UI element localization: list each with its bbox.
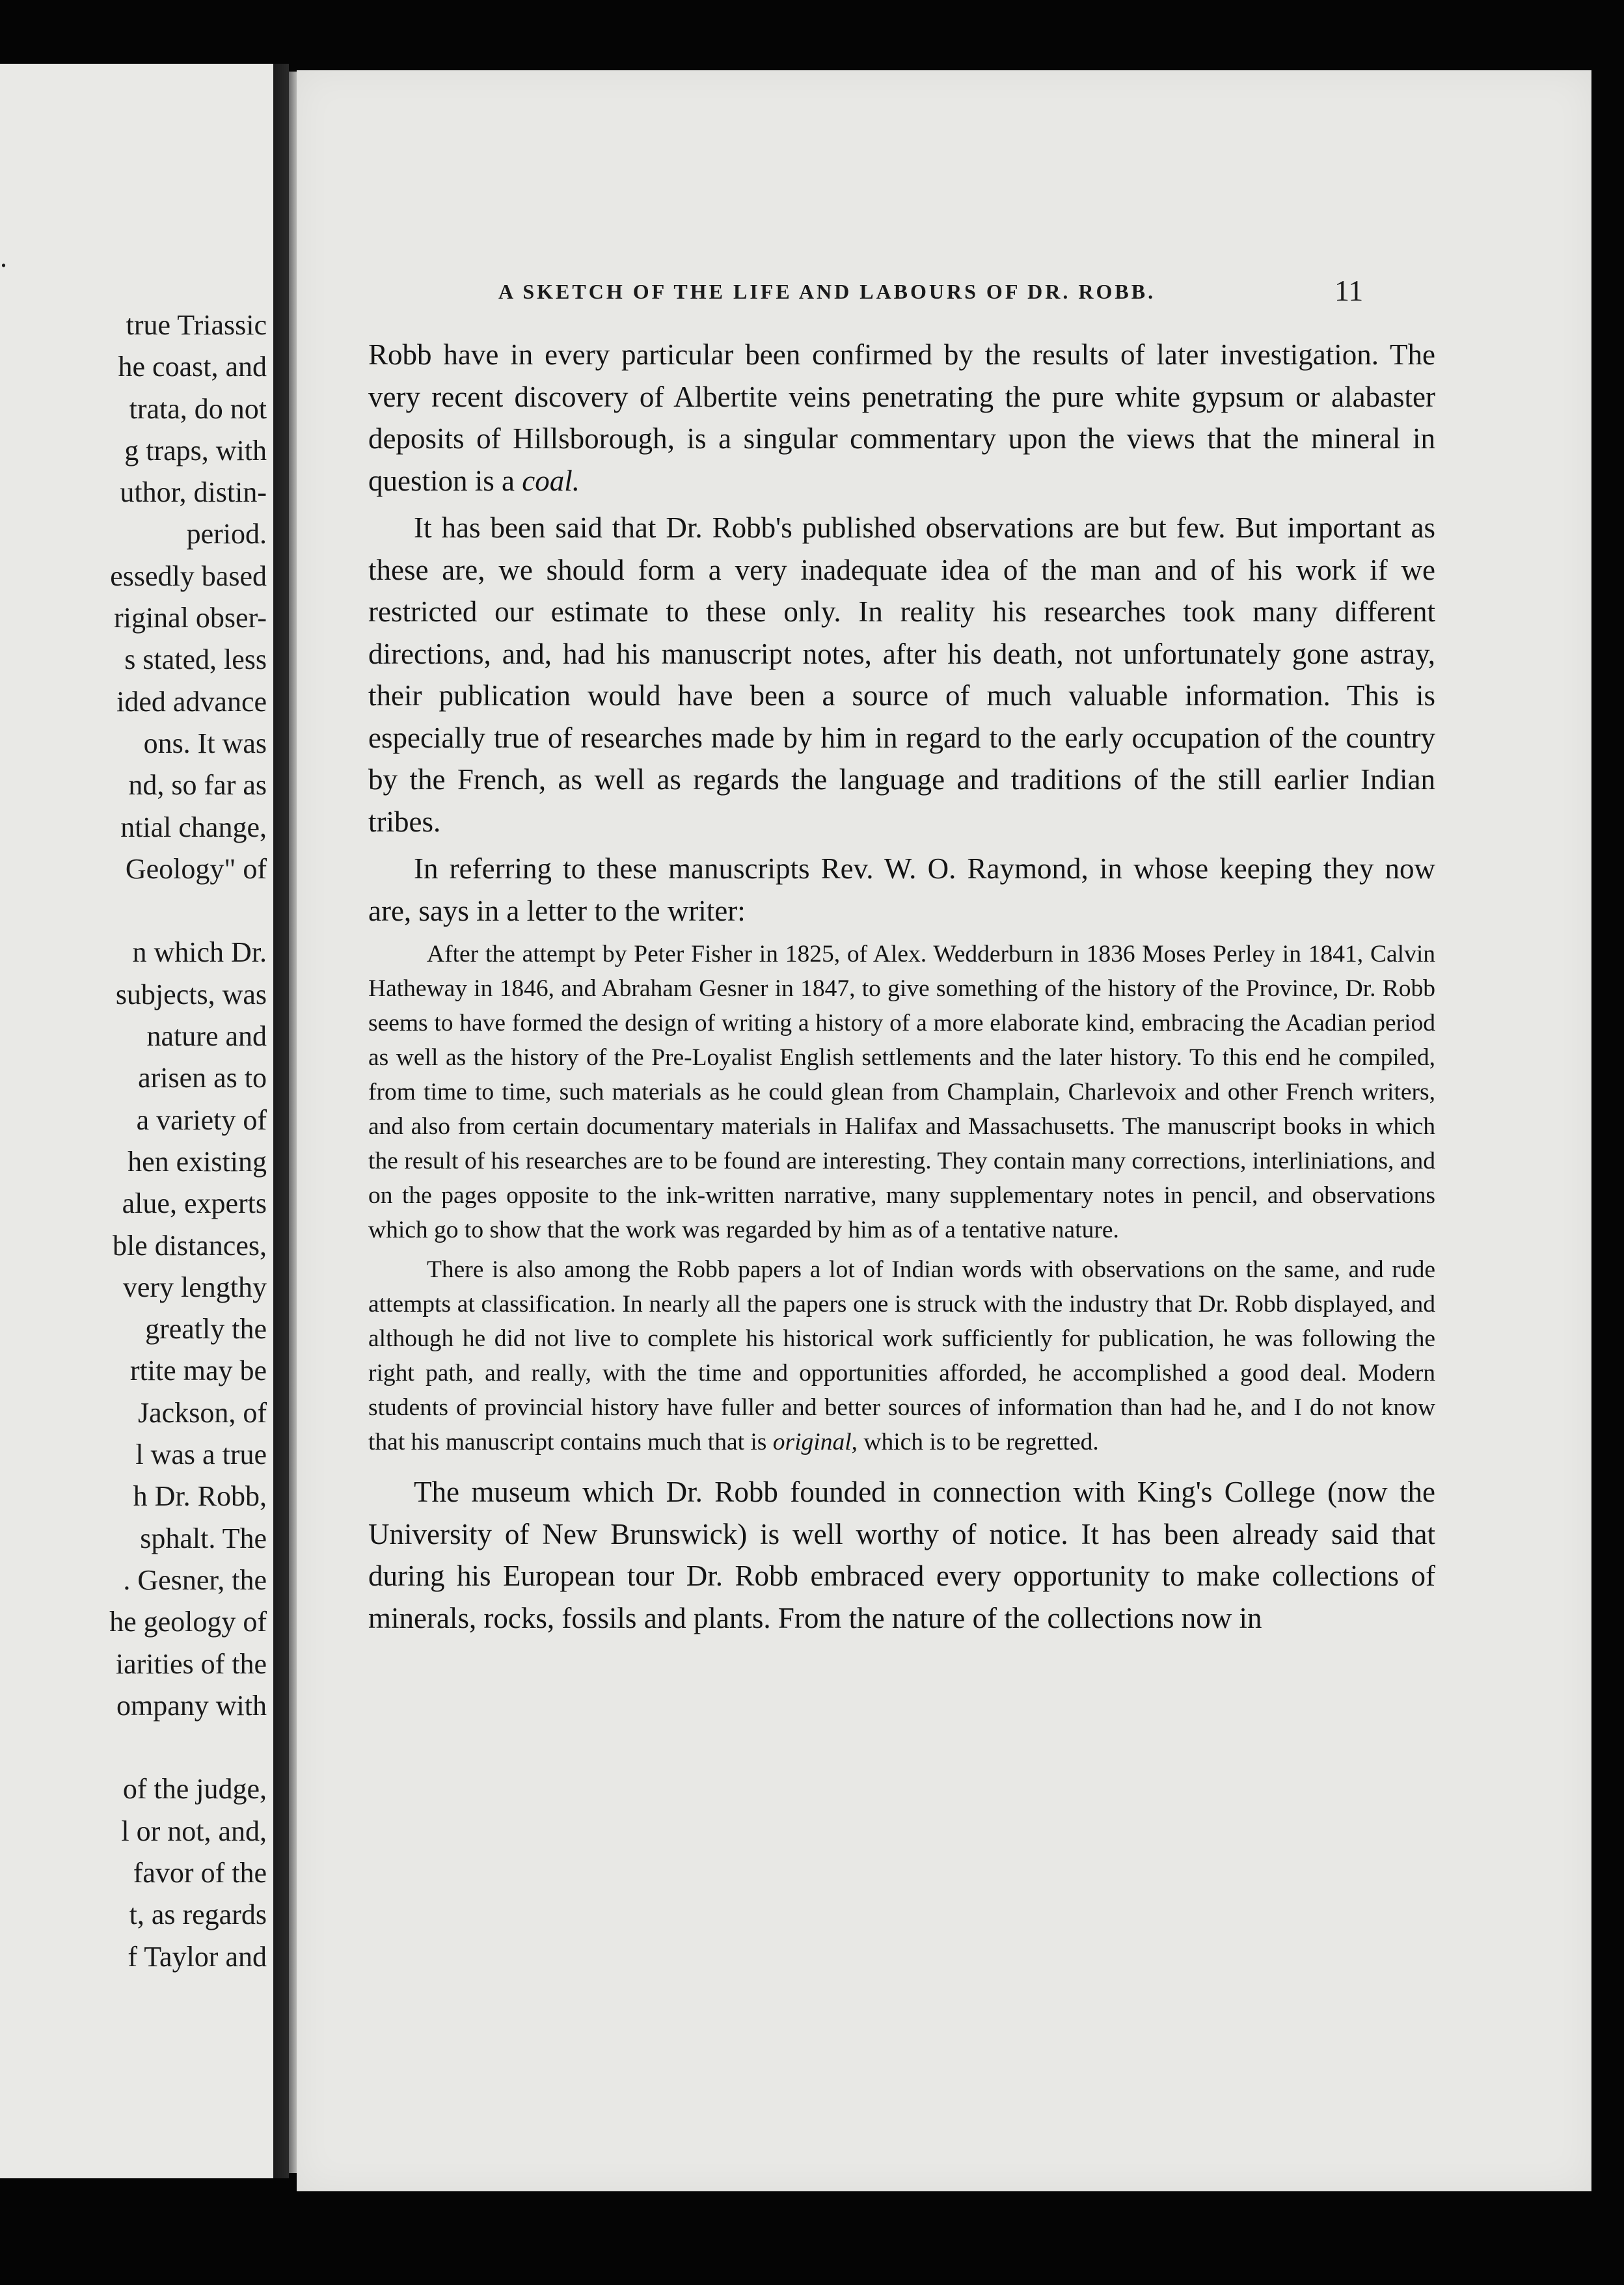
left-page-line: uthor, distin-	[120, 476, 267, 509]
paragraph-1	[368, 334, 1435, 502]
binding-gutter	[273, 64, 289, 2178]
left-page-line	[0, 890, 267, 932]
left-page-line: favor of the	[133, 1856, 267, 1889]
left-page-line: f Taylor and	[128, 1940, 267, 1973]
left-page-line: l was a true	[135, 1439, 267, 1471]
left-page-line: very lengthy	[122, 1271, 267, 1303]
left-page-line: iarities of the	[115, 1647, 267, 1680]
left-page-line: s stated, less	[124, 643, 267, 676]
left-page-text	[0, 304, 267, 1978]
left-page-line: ided advance	[116, 685, 267, 718]
left-page-line: essedly based	[110, 560, 267, 592]
left-page-line: g traps, with	[124, 434, 267, 466]
left-page-line: he geology of	[109, 1606, 267, 1638]
paragraph-1-text: Robb have in every particular been confirmed by the results of later investigation. The very recent discovery of Albertite veins penetrating the pure white gypsum or alabaster deposits of Hillsborough, is a singular commentary upon the views that the mineral in question is a	[368, 338, 1435, 497]
left-page-line: a variety of	[136, 1103, 267, 1136]
left-page-line: h Dr. Robb,	[133, 1480, 267, 1513]
left-page-line: l or not, and,	[121, 1815, 267, 1847]
paragraph-3: In referring to these manuscripts Rev. W. O. Raymond, in whose keeping they now are, says in a letter to the writer:	[368, 852, 1435, 927]
left-page-line: alue, experts	[122, 1187, 267, 1220]
page-number: 11	[1334, 274, 1364, 307]
paragraph-1-italic: coal.	[522, 464, 580, 497]
left-page-line	[0, 1727, 267, 1768]
left-page-line: nd, so far as	[128, 769, 267, 802]
left-page-line: greatly the	[145, 1313, 267, 1345]
left-page-line: Geology" of	[125, 852, 267, 885]
left-page-line: arisen as to	[138, 1062, 267, 1094]
page-body	[368, 334, 1435, 1644]
quoted-letter-2-italic: original	[772, 1429, 852, 1455]
left-page-line: ons. It was	[143, 727, 267, 759]
left-page-line: sphalt. The	[140, 1522, 267, 1554]
left-page-line: riginal obser-	[114, 602, 267, 634]
left-page-line: n which Dr.	[132, 936, 267, 969]
left-page-line: period.	[186, 518, 267, 550]
left-facing-page	[0, 64, 273, 2178]
quoted-letter-1: After the attempt by Peter Fisher in 1825, of Alex. Wedderburn in 1836 Moses Perley in 1841, Calvin Hatheway in 1846, and Abraham Gesner in 1847, to give something of the history of the Province, Dr. Robb seems to have formed the design of writing a history of a more elaborate kind, embracing the Acadian period as well as the history of the Pre-Loyalist English settlements and the later history. To this end he compiled, from time to time, such materials as he could glean from Champlain, Charlevoix and other French writers, and also from certain documentary materials in Halifax and Massachusetts. The manuscript books in which the result of his researches are to be found are interesting. They contain many corrections, interliniations, and on the pages opposite to the ink-written narrative, many supplementary notes in pencil, and observations which go to show that the work was regarded by him as of a tentative nature.	[368, 941, 1435, 1243]
left-page-mark: .	[0, 241, 7, 273]
quoted-letter-2	[368, 1252, 1435, 1459]
left-page-line: Jackson, of	[138, 1396, 267, 1429]
left-page-line: of the judge,	[122, 1773, 267, 1805]
quoted-letter-2-end: , which is to be regretted.	[851, 1429, 1099, 1455]
left-page-line: rtite may be	[129, 1355, 267, 1387]
paragraph-4: The museum which Dr. Robb founded in connection with King's College (now the University of New Brunswick) is well worthy of notice. It has been already said that during his European tour Dr. Robb embraced every opportunity to make collections of minerals, rocks, fossils and plants. From the nature of the collections now in	[368, 1476, 1435, 1634]
left-page-line: t, as regards	[129, 1899, 267, 1931]
left-page-line: he coast, and	[118, 351, 267, 383]
left-page-line: . Gesner, the	[123, 1563, 267, 1596]
quoted-letter-2-text: There is also among the Robb papers a lot of Indian words with observations on the same, and rude attempts at classification. In nearly all the papers one is struck with the industry that Dr. Robb displayed, and although he did not live to complete his historical work sufficiently for publication, he was following the right path, and really, with the time and opportunities afforded, he accomplished a good deal. Modern students of provincial history have fuller and better sources of information than had he, and I do not know that his manuscript contains much that is	[368, 1256, 1435, 1455]
left-page-line: hen existing	[128, 1145, 267, 1178]
paragraph-2: It has been said that Dr. Robb's published observations are but few. But important as these are, we should form a very inadequate idea of the man and of his work if we restricted our estimate to these only. In reality his researches took many different directions, and, had his manuscript notes, after his death, not unfortunately gone astray, their publication would have been a source of much valuable information. This is especially true of researches made by him in regard to the early occupation of the country by the French, as well as regards the language and traditions of the still earlier Indian tribes.	[368, 511, 1435, 838]
running-title: A SKETCH OF THE LIFE AND LABOURS OF DR. ROBB.	[498, 280, 1156, 303]
right-page	[297, 70, 1591, 2191]
left-page-line: true Triassic	[126, 309, 267, 341]
left-page-line: ble distances,	[112, 1229, 267, 1262]
left-page-line: ompany with	[116, 1689, 267, 1722]
left-page-line: nature and	[146, 1020, 267, 1053]
left-page-line: subjects, was	[115, 978, 267, 1010]
left-page-line: trata, do not	[129, 392, 267, 425]
left-page-line: ntial change,	[120, 811, 267, 843]
